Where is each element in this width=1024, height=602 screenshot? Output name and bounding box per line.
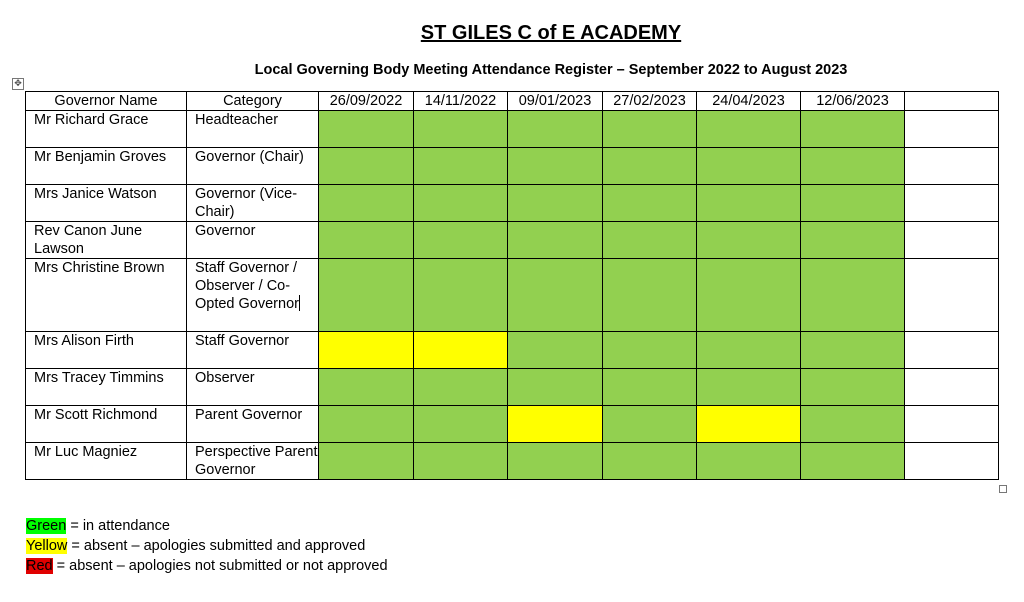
legend [26, 516, 388, 576]
category-cell[interactable]: Governor (Chair) [187, 148, 319, 185]
attendance-cell[interactable] [801, 443, 905, 480]
attendance-cell[interactable] [414, 259, 508, 332]
extra-cell[interactable] [905, 406, 999, 443]
attendance-cell[interactable] [508, 369, 603, 406]
header-date: 24/04/2023 [697, 92, 801, 111]
attendance-cell[interactable] [801, 185, 905, 222]
attendance-cell[interactable] [508, 259, 603, 332]
attendance-cell[interactable] [801, 111, 905, 148]
legend-swatch-yellow: Yellow [26, 538, 68, 554]
attendance-cell[interactable] [508, 332, 603, 369]
attendance-cell[interactable] [508, 185, 603, 222]
attendance-cell[interactable] [319, 369, 414, 406]
header-governor-name: Governor Name [26, 92, 187, 111]
governor-name-cell[interactable]: Rev Canon June Lawson [26, 222, 187, 259]
governor-name-cell[interactable]: Mrs Alison Firth [26, 332, 187, 369]
legend-item [26, 556, 388, 576]
attendance-cell[interactable] [508, 443, 603, 480]
legend-swatch-red: Red [26, 558, 53, 574]
legend-item [26, 516, 388, 536]
governor-name-cell[interactable]: Mr Scott Richmond [26, 406, 187, 443]
attendance-cell[interactable] [801, 369, 905, 406]
attendance-cell[interactable] [603, 111, 697, 148]
attendance-cell[interactable] [697, 406, 801, 443]
attendance-cell[interactable] [319, 222, 414, 259]
attendance-cell[interactable] [603, 148, 697, 185]
category-cell[interactable]: Parent Governor [187, 406, 319, 443]
table-move-handle-icon[interactable]: ✥ [12, 78, 24, 90]
attendance-cell[interactable] [508, 148, 603, 185]
header-date: 09/01/2023 [508, 92, 603, 111]
attendance-cell[interactable] [414, 443, 508, 480]
legend-text: = absent – apologies submitted and approved [67, 538, 366, 554]
attendance-cell[interactable] [414, 111, 508, 148]
header-extra [905, 92, 999, 111]
attendance-cell[interactable] [414, 332, 508, 369]
attendance-cell[interactable] [603, 443, 697, 480]
legend-text: = in attendance [66, 518, 170, 534]
attendance-cell[interactable] [697, 222, 801, 259]
attendance-cell[interactable] [801, 222, 905, 259]
attendance-cell[interactable] [603, 369, 697, 406]
legend-item [26, 536, 388, 556]
attendance-cell[interactable] [603, 332, 697, 369]
attendance-cell[interactable] [697, 148, 801, 185]
table-resize-handle[interactable] [999, 485, 1007, 493]
attendance-cell[interactable] [414, 369, 508, 406]
attendance-cell[interactable] [319, 443, 414, 480]
header-date: 26/09/2022 [319, 92, 414, 111]
governor-name-cell[interactable]: Mr Luc Magniez [26, 443, 187, 480]
extra-cell[interactable] [905, 185, 999, 222]
attendance-cell[interactable] [319, 148, 414, 185]
attendance-cell[interactable] [697, 332, 801, 369]
text-caret [299, 295, 300, 311]
page-title: ST GILES C of E ACADEMY [420, 22, 682, 44]
header-row [26, 92, 999, 111]
attendance-cell[interactable] [697, 185, 801, 222]
attendance-cell[interactable] [801, 259, 905, 332]
governor-name-cell[interactable]: Mrs Christine Brown [26, 259, 187, 332]
category-cell[interactable]: Staff Governor / Observer / Co-Opted Governor [187, 259, 319, 332]
attendance-cell[interactable] [414, 406, 508, 443]
extra-cell[interactable] [905, 332, 999, 369]
table-row [26, 369, 999, 406]
attendance-cell[interactable] [801, 332, 905, 369]
attendance-cell[interactable] [697, 259, 801, 332]
attendance-cell[interactable] [697, 369, 801, 406]
governor-name-cell[interactable]: Mr Richard Grace [26, 111, 187, 148]
extra-cell[interactable] [905, 222, 999, 259]
attendance-cell[interactable] [603, 406, 697, 443]
table-row [26, 111, 999, 148]
attendance-cell[interactable] [319, 185, 414, 222]
header-date: 14/11/2022 [414, 92, 508, 111]
attendance-table [25, 91, 999, 480]
extra-cell[interactable] [905, 443, 999, 480]
table-row [26, 148, 999, 185]
extra-cell[interactable] [905, 259, 999, 332]
attendance-cell[interactable] [603, 222, 697, 259]
governor-name-cell[interactable]: Mrs Janice Watson [26, 185, 187, 222]
attendance-cell[interactable] [801, 406, 905, 443]
table-row [26, 222, 999, 259]
attendance-cell[interactable] [319, 406, 414, 443]
extra-cell[interactable] [905, 369, 999, 406]
attendance-cell[interactable] [603, 185, 697, 222]
category-cell[interactable]: Headteacher [187, 111, 319, 148]
category-cell[interactable]: Staff Governor [187, 332, 319, 369]
header-date: 27/02/2023 [603, 92, 697, 111]
table-row [26, 259, 999, 332]
governor-name-cell[interactable]: Mr Benjamin Groves [26, 148, 187, 185]
header-category: Category [187, 92, 319, 111]
table-row [26, 332, 999, 369]
page-subtitle: Local Governing Body Meeting Attendance Register – September 2022 to August 2023 [254, 62, 848, 78]
attendance-cell[interactable] [414, 222, 508, 259]
attendance-cell[interactable] [319, 111, 414, 148]
category-cell[interactable]: Governor (Vice-Chair) [187, 185, 319, 222]
table-row [26, 185, 999, 222]
attendance-cell[interactable] [508, 111, 603, 148]
attendance-cell[interactable] [697, 443, 801, 480]
category-cell[interactable]: Governor [187, 222, 319, 259]
table-row [26, 443, 999, 480]
extra-cell[interactable] [905, 148, 999, 185]
attendance-cell[interactable] [414, 148, 508, 185]
governor-name-cell[interactable]: Mrs Tracey Timmins [26, 369, 187, 406]
attendance-cell[interactable] [508, 406, 603, 443]
extra-cell[interactable] [905, 111, 999, 148]
attendance-cell[interactable] [414, 185, 508, 222]
legend-swatch-green: Green [26, 518, 67, 534]
attendance-cell[interactable] [508, 222, 603, 259]
legend-text: = absent – apologies not submitted or not approved [52, 558, 388, 574]
attendance-cell[interactable] [801, 148, 905, 185]
table-row [26, 406, 999, 443]
header-date: 12/06/2023 [801, 92, 905, 111]
attendance-cell[interactable] [319, 259, 414, 332]
category-cell[interactable]: Observer [187, 369, 319, 406]
attendance-cell[interactable] [697, 111, 801, 148]
category-cell[interactable]: Perspective Parent Governor [187, 443, 319, 480]
attendance-cell[interactable] [603, 259, 697, 332]
attendance-cell[interactable] [319, 332, 414, 369]
